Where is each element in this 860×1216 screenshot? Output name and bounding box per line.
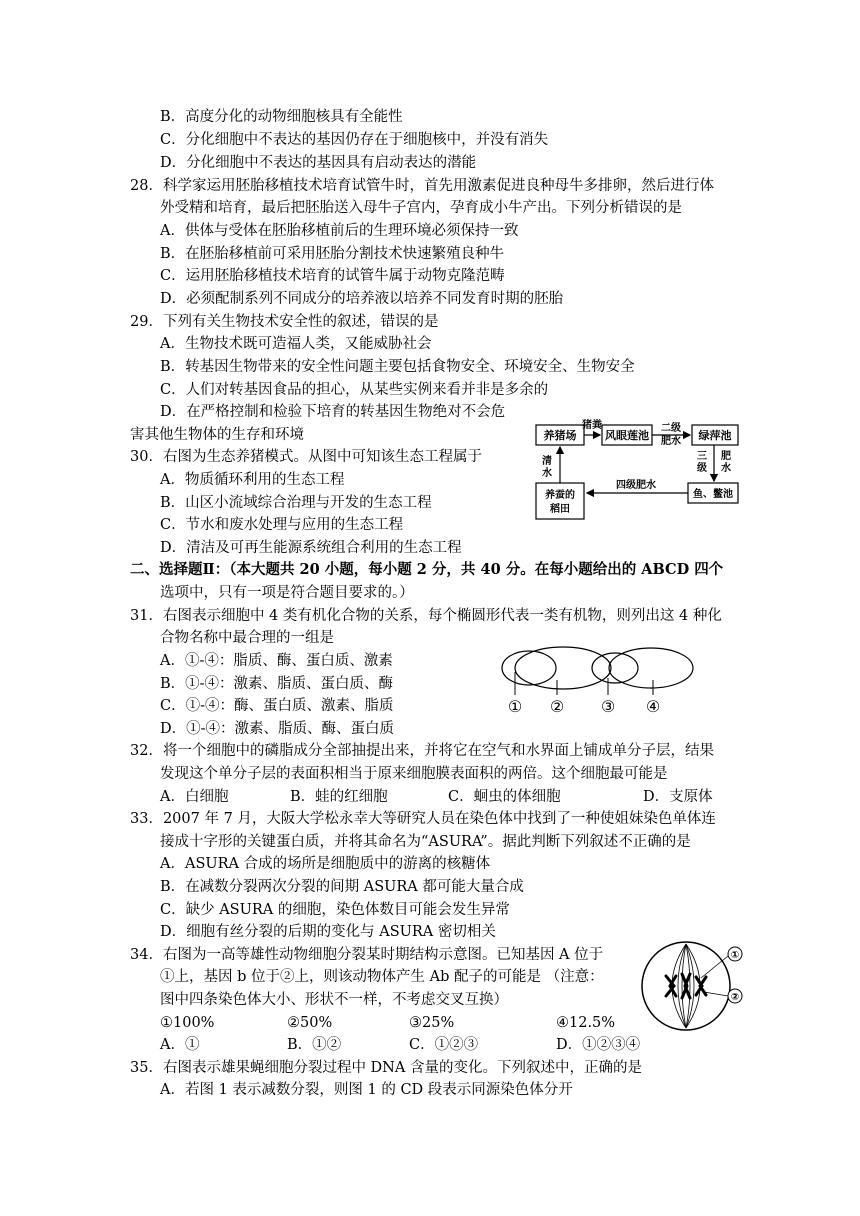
q31-option-d: D．①-④：激素、脂质、酶、蛋白质 — [160, 721, 395, 737]
q30-option-a: A．物质循环利用的生态工程 — [160, 472, 345, 488]
label-water2: 水 — [721, 463, 731, 474]
q31-stem-cont: 合物名称中最合理的一组是 — [160, 630, 334, 646]
label-pig-manure: 猪粪 — [582, 420, 602, 431]
q34-value-2: ②50% — [287, 1015, 333, 1031]
ellipse-4 — [609, 648, 693, 688]
label-fertile-water: 肥水 — [661, 436, 681, 447]
q27-option-b: B．高度分化的动物细胞核具有全能性 — [160, 109, 403, 125]
label-water-hyacinth: 风眼莲池 — [605, 429, 649, 442]
q29-stem: 29．下列有关生物技术安全性的叙述，错误的是 — [130, 314, 439, 330]
label-fish-turtle: 鱼、鳖池 — [693, 489, 733, 500]
pig-farm-svg — [530, 418, 745, 524]
q32-option-d: D．支原体 — [643, 789, 713, 805]
q32-stem: 32．将一个细胞中的磷脂成分全部抽提出来，并将它在空气和水界面上铺成单分子层，结果 — [130, 743, 714, 759]
q29-option-d-cont: 害其他生物体的生存和环境 — [130, 427, 304, 443]
q34-stem-cont2: 图中四条染色体大小、形状不一样，不考虑交叉互换） — [160, 992, 508, 1008]
ellipse-2 — [515, 647, 611, 689]
label-level: 级 — [697, 463, 707, 474]
label-level2: 二级 — [661, 423, 681, 434]
q33-stem-cont: 接成十字形的关键蛋白质，并将其命名为“ASURA”。据此判断下列叙述不正确的是 — [160, 834, 691, 850]
q32-option-a: A．白细胞 — [160, 789, 229, 805]
q33-option-b: B．在减数分裂两次分裂的间期 ASURA 都可能大量合成 — [160, 879, 524, 895]
q28-option-a: A．供体与受体在胚胎移植前后的生理环境必须保持一致 — [160, 223, 519, 239]
cell-label-2: ② — [730, 992, 740, 1003]
q32-options-row — [0, 786, 860, 808]
q35-stem: 35．右图表示雄果蝇细胞分裂过程中 DNA 含量的变化。下列叙述中，正确的是 — [130, 1060, 642, 1076]
cell-label-1: ① — [730, 950, 740, 961]
label-level4-water: 四级肥水 — [616, 480, 656, 491]
label-three: 三 — [697, 451, 707, 462]
ellipse-svg — [495, 640, 705, 722]
q34-value-4: ④12.5% — [556, 1015, 616, 1031]
q28-stem-cont: 外受精和培育，最后把胚胎送入母牛子宫内，孕育成小牛产出。下列分析错误的是 — [160, 200, 682, 216]
section-2-heading: 二、选择题Ⅱ：（本大题共 20 小题，每小题 2 分，共 40 分。在每小题给出的 ABCD 四个 — [130, 561, 724, 578]
q30-stem: 30．右图为生态养猪模式。从图中可知该生态工程属于 — [130, 449, 482, 465]
q34-option-b: B．①② — [287, 1037, 342, 1053]
q32-option-b: B．蛙的红细胞 — [290, 789, 388, 805]
q31-option-b: B．①-④：激素、脂质、蛋白质、酶 — [160, 676, 394, 692]
q30-option-b: B．山区小流域综合治理与开发的生态工程 — [160, 495, 432, 511]
q29-option-c: C．人们对转基因食品的担心，从某些实例来看并非是多余的 — [160, 382, 549, 398]
venn-label-2: ② — [549, 697, 565, 716]
label-clear: 清 — [542, 456, 552, 467]
q31-option-c: C．①-④：酶、蛋白质、激素、脂质 — [160, 698, 394, 714]
q29-option-d: D．在严格控制和检验下培育的转基因生物绝对不会危 — [160, 404, 506, 420]
q27-option-d: D．分化细胞中不表达的基因具有启动表达的潜能 — [160, 155, 477, 171]
q30-option-c: C．节水和废水处理与应用的生态工程 — [160, 517, 404, 533]
ellipse-1 — [502, 651, 556, 685]
q30-option-d: D．清洁及可再生能源系统组合利用的生态工程 — [160, 540, 462, 556]
venn-label-1: ① — [507, 697, 523, 716]
q28-option-b: B．在胚胎移植前可采用胚胎分割技术快速繁殖良种牛 — [160, 246, 505, 262]
q32-stem-cont: 发现这个单分子层的表面积相当于原来细胞膜表面积的两倍。这个细胞最可能是 — [160, 766, 668, 782]
q34-stem-cont: ①上，基因 b 位于②上，则该动物体产生 Ab 配子的可能是 （注意： — [160, 969, 604, 985]
q34-value-3: ③25% — [409, 1015, 455, 1031]
q28-option-d: D．必须配制系列不同成分的培养液以培养不同发育时期的胚胎 — [160, 291, 564, 307]
cell-division-diagram — [636, 934, 746, 1038]
label-azolla: 绿萍池 — [698, 429, 732, 442]
cell-svg — [636, 934, 746, 1038]
section-2-heading-cont: 选项中，只有一项是符合题目要求的。） — [160, 585, 414, 601]
label-pig-farm: 养猪场 — [543, 429, 577, 442]
q29-option-a: A．生物技术既可造福人类，又能威胁社会 — [160, 336, 432, 352]
q34-option-c: C．①②③ — [409, 1037, 479, 1053]
q31-option-a: A．①-④：脂质、酶、蛋白质、激素 — [160, 653, 393, 669]
label-fertile: 肥 — [721, 451, 731, 462]
q34-stem: 34．右图为一高等雄性动物细胞分裂某时期结构示意图。已知基因 A 位于 — [130, 947, 604, 963]
q33-option-a: A．ASURA 合成的场所是细胞质中的游离的核糖体 — [160, 856, 491, 872]
q32-option-c: C．蛔虫的体细胞 — [448, 789, 561, 805]
q33-stem: 33．2007 年 7 月，大阪大学松永幸大等研究人员在染色体中找到了一种使姐妹染色单体连 — [130, 811, 716, 827]
q28-stem: 28．科学家运用胚胎移植技术培育试管牛时，首先用激素促进良种母牛多排卵，然后进行体 — [130, 178, 714, 194]
q33-option-c: C．缺少 ASURA 的细胞，染色体数目可能会发生异常 — [160, 902, 510, 918]
venn-label-3: ③ — [600, 697, 616, 716]
q27-option-c: C．分化细胞中不表达的基因仍存在于细胞核中，并没有消失 — [160, 132, 549, 148]
label-silkworm: 养蚕的 — [545, 490, 575, 501]
q35-option-a: A．若图 1 表示减数分裂，则图 1 的 CD 段表示同源染色体分开 — [160, 1082, 573, 1098]
venn-label-4: ④ — [645, 697, 661, 716]
label-rice-field: 稻田 — [550, 504, 570, 515]
label-water: 水 — [542, 468, 552, 479]
q34-option-d: D．①②③④ — [556, 1037, 641, 1053]
pig-farm-diagram — [530, 418, 745, 524]
q29-option-b: B．转基因生物带来的安全性问题主要包括食物安全、环境安全、生物安全 — [160, 359, 635, 375]
q31-stem: 31．右图表示细胞中 4 类有机化合物的关系，每个椭圆形代表一类有机物，则列出这 4 种化 — [130, 608, 722, 624]
q33-option-d: D．细胞有丝分裂的后期的变化与 ASURA 密切相关 — [160, 924, 496, 940]
q34-option-a: A．① — [160, 1037, 200, 1053]
q28-option-c: C．运用胚胎移植技术培育的试管牛属于动物克隆范畴 — [160, 268, 505, 284]
ellipse-diagram — [495, 640, 705, 722]
q34-value-1: ①100% — [160, 1015, 215, 1031]
